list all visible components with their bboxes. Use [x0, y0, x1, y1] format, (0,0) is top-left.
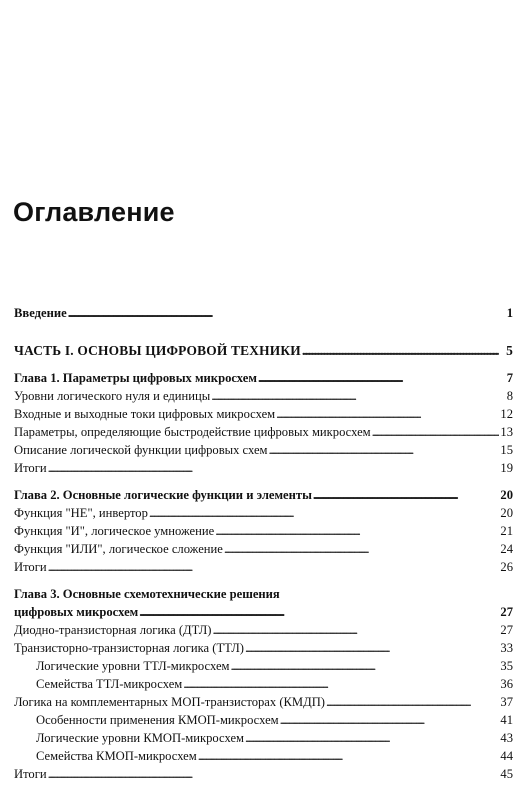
- toc-entry-page: 7: [506, 371, 513, 385]
- dot-leader: [48, 558, 500, 576]
- toc-entry-page: 36: [500, 677, 513, 691]
- toc-entry-label: Логические уровни КМОП-микросхем: [36, 731, 244, 745]
- toc-entry: [14, 405, 513, 423]
- page-title: Оглавление: [13, 197, 175, 227]
- toc-entry: [14, 459, 513, 477]
- toc-entry-label: Параметры, определяющие быстродействие цифровых микросхем: [14, 425, 371, 439]
- dot-leader: [302, 342, 505, 360]
- toc-entry-page: 35: [500, 659, 513, 673]
- toc-subentry: [14, 675, 513, 693]
- dot-leader: [198, 747, 500, 765]
- toc-entry: [14, 621, 513, 639]
- toc-entry-label: Логика на комплементарных МОП-транзисторах (КМДП): [14, 695, 325, 709]
- toc-part-1: [14, 342, 513, 360]
- toc-entry-label: ЧАСТЬ I. ОСНОВЫ ЦИФРОВОЙ ТЕХНИКИ: [14, 343, 301, 358]
- toc-entry-page: 1: [506, 306, 513, 320]
- toc-entry-label: Глава 1. Параметры цифровых микросхем: [14, 371, 257, 385]
- dot-leader: [231, 657, 500, 675]
- dot-leader: [280, 711, 500, 729]
- toc-entry: [14, 558, 513, 576]
- dot-leader: [68, 304, 506, 322]
- toc-entry: [14, 540, 513, 558]
- dot-leader: [48, 765, 500, 783]
- toc-entry-page: 5: [506, 343, 513, 358]
- toc-entry: [14, 639, 513, 657]
- dot-leader: [245, 639, 499, 657]
- toc-entry-page: 21: [500, 524, 513, 538]
- table-of-contents: [14, 304, 513, 783]
- toc-entry-label: Итоги: [14, 767, 47, 781]
- toc-entry: [14, 765, 513, 783]
- toc-entry: [14, 441, 513, 459]
- toc-entry-label: Функция "НЕ", инвертор: [14, 506, 148, 520]
- toc-entry-label: Особенности применения КМОП-микросхем: [36, 713, 279, 727]
- toc-entry-label: Диодно-транзисторная логика (ДТЛ): [14, 623, 212, 637]
- toc-entry-page: 20: [500, 488, 513, 502]
- toc-entry-label: цифровых микросхем: [14, 605, 139, 619]
- toc-entry-label: Транзисторно-транзисторная логика (ТТЛ): [14, 641, 244, 655]
- toc-entry-page: 33: [500, 641, 513, 655]
- toc-entry-label: Входные и выходные токи цифровых микросхем: [14, 407, 276, 421]
- dot-leader: [139, 603, 499, 621]
- toc-entry-label: Семейства ТТЛ-микросхем: [36, 677, 183, 691]
- toc-entry-label: Глава 2. Основные логические функции и элементы: [14, 488, 312, 502]
- dot-leader: [212, 621, 499, 639]
- toc-chapter-3: [14, 603, 513, 621]
- toc-entry: [14, 387, 513, 405]
- toc-entry-page: 15: [500, 443, 513, 457]
- toc-entry: [14, 423, 513, 441]
- toc-subentry: [14, 711, 513, 729]
- dot-leader: [215, 522, 499, 540]
- toc-entry-label: Функция "ИЛИ", логическое сложение: [14, 542, 223, 556]
- toc-chapter-1: [14, 369, 513, 387]
- toc-entry-page: 45: [500, 767, 513, 781]
- toc-entry-label: Введение: [14, 306, 67, 320]
- toc-chapter-3-title-line: Глава 3. Основные схемотехнические решения: [14, 587, 280, 601]
- dot-leader: [258, 369, 506, 387]
- toc-entry-page: 26: [500, 560, 513, 574]
- toc-entry-label: Функция "И", логическое умножение: [14, 524, 215, 538]
- dot-leader: [48, 459, 500, 477]
- dot-leader: [224, 540, 500, 558]
- toc-entry-page: 37: [500, 695, 513, 709]
- toc-entry-label: Итоги: [14, 461, 47, 475]
- toc-entry: [14, 504, 513, 522]
- toc-entry-page: 41: [500, 713, 513, 727]
- dot-leader: [269, 441, 500, 459]
- toc-entry-page: 19: [500, 461, 513, 475]
- dot-leader: [276, 405, 499, 423]
- toc-entry-page: 44: [500, 749, 513, 763]
- dot-leader: [372, 423, 500, 441]
- toc-entry-page: 12: [500, 407, 513, 421]
- toc-chapter-2: [14, 486, 513, 504]
- toc-entry-page: 43: [500, 731, 513, 745]
- dot-leader: [245, 729, 499, 747]
- toc-entry-label: Логические уровни ТТЛ-микросхем: [36, 659, 230, 673]
- dot-leader: [326, 693, 499, 711]
- toc-entry-page: 24: [500, 542, 513, 556]
- toc-entry-intro: [14, 304, 513, 322]
- toc-subentry: [14, 657, 513, 675]
- dot-leader: [149, 504, 500, 522]
- toc-entry: [14, 693, 513, 711]
- toc-entry-label: Уровни логического нуля и единицы: [14, 389, 211, 403]
- toc-entry-label: Описание логической функции цифровых схем: [14, 443, 268, 457]
- toc-entry-label: Семейства КМОП-микросхем: [36, 749, 197, 763]
- toc-subentry: [14, 729, 513, 747]
- toc-entry-page: 27: [500, 605, 513, 619]
- toc-entry-page: 8: [506, 389, 513, 403]
- toc-entry-page: 27: [500, 623, 513, 637]
- dot-leader: [183, 675, 499, 693]
- toc-entry-label: Итоги: [14, 560, 47, 574]
- toc-entry-page: 13: [500, 425, 513, 439]
- toc-entry: [14, 522, 513, 540]
- toc-entry-page: 20: [500, 506, 513, 520]
- toc-subentry: [14, 747, 513, 765]
- dot-leader: [211, 387, 505, 405]
- dot-leader: [313, 486, 499, 504]
